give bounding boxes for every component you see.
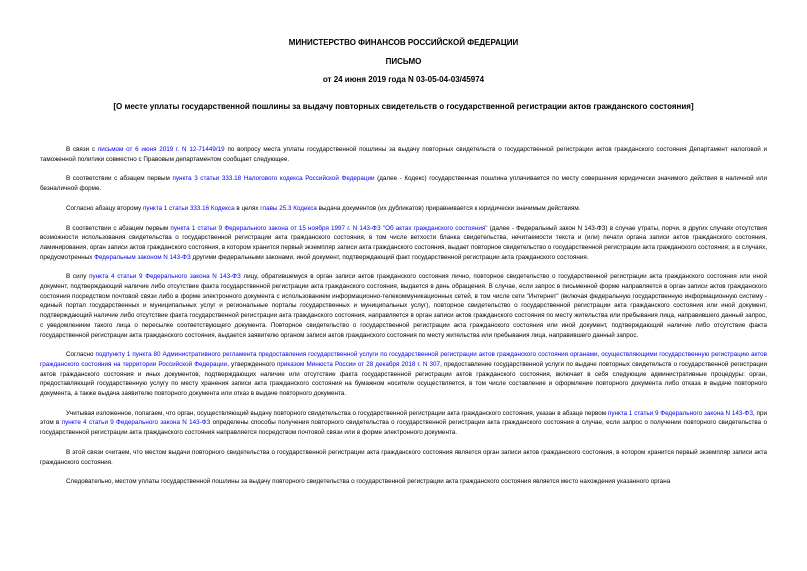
- ministry-name: МИНИСТЕРСТВО ФИНАНСОВ РОССИЙСКОЙ ФЕДЕРАЦИИ: [288, 38, 519, 47]
- paragraph-text: В соответствии с абзацем первым: [66, 224, 171, 232]
- paragraph-text: другими федеральными законами, иной документ, подтверждающий факт государственной регистрации акта гражданского состояния.: [190, 253, 589, 261]
- paragraph-text: (далее - Кодекс) государственная пошлина уплачивается по месту совершения юридически значимого действия в наличной или безналичной форме.: [40, 175, 767, 193]
- document-link[interactable]: пункта 4 статьи 9 Федерального закона N 143-ФЗ: [89, 273, 241, 281]
- body-paragraph: [40, 350, 767, 399]
- body-paragraph: [40, 174, 767, 193]
- document-link[interactable]: пункта 1 статьи 9 Федерального закона от 15 ноября 1997 г. N 143-ФЗ "Об актах гражданского состояния": [170, 224, 488, 232]
- paragraph-text: , утвержденного: [227, 360, 277, 368]
- paragraph-text: В связи с: [66, 146, 98, 153]
- paragraph-text: , при этом в: [40, 409, 767, 427]
- body-paragraph: [40, 409, 767, 438]
- paragraph-text: по вопросу места уплаты государственной пошлины за выдачу повторных свидетельств о государственной регистрации актов гражданского состояния Департамент налоговой и таможенной политики совместно с Правовым департаментом сообщает следующее.: [40, 146, 767, 163]
- document-body: [40, 145, 767, 497]
- paragraph-text: в целях: [234, 204, 261, 212]
- document-subject: [О месте уплаты государственной пошлины за выдачу повторных свидетельств о государственной регистрации актов гражданского состояния]: [113, 102, 694, 111]
- paragraph-text: (далее - Федеральный закон N 143-ФЗ) в случае утраты, порчи, в других случаях отсутствия возможности использования свидетельства о государственной регистрации акта гражданского состояния, в том числе ветхости бланка свидетельства, нечитаемости текста и (или) печати органа записи актов гражданского состояния, ламинирования, орган записи актов гражданского состояния, в котором хранится первый экземпляр записи акта гражданского состояния, выдает повторное свидетельство о государственной регистрации акта гражданского состояния; а в случаях, предусмотренных: [40, 224, 767, 261]
- paragraph-text: Согласно абзацу второму: [66, 204, 143, 212]
- document-date-number: от 24 июня 2019 года N 03-05-04-03/45974: [322, 75, 485, 84]
- paragraph-text: определены способы получения повторного свидетельства о государственной регистрации акта гражданского состояния в случае, если запрос о получении повторного свидетельства о государственной регистрации акта гражданского состояния направляется посредством почтовой связи или в форме электронного документа.: [40, 419, 767, 437]
- document-link[interactable]: пункта 3 статьи 333.18 Налогового кодекса Российской Федерации: [172, 175, 375, 183]
- body-paragraph: [40, 272, 767, 340]
- document-link[interactable]: приказом Минюста России от 28 декабря 2018 г. N 307: [276, 360, 441, 368]
- paragraph-text: В этой связи считаем, что местом выдачи повторного свидетельства о государственной регистрации акта гражданского состояния является орган записи актов гражданского состояния, в котором хранится первый экземпляр записи акта гражданского состояния.: [40, 448, 767, 466]
- paragraph-text: , предоставление государственной услуги по выдаче повторных свидетельств о государственной регистрации актов гражданского состояния и иных документов, подтверждающих наличие или отсутствие факта государственной регистрации актов гражданского состояния, включает в себя следующие административные процедуры: орган, предоставляющий государственную услугу по месту хранения записи акта гражданского состояния на бумажном носителе осуществляется, в том числе составление и оформление повторного документа либо отказа в выдаче повторного документа, а также выдача заявителю повторного документа или отказ в выдаче повторного документа.: [40, 360, 767, 398]
- document-link[interactable]: главы 25.3 Кодекса: [260, 204, 317, 212]
- body-paragraph: [40, 448, 767, 467]
- document-type: ПИСЬМО: [385, 57, 422, 66]
- document-link[interactable]: пункта 1 статьи 333.16 Кодекса: [142, 204, 235, 212]
- body-paragraph: [40, 477, 767, 487]
- body-paragraph: [40, 145, 767, 164]
- body-paragraph: [40, 224, 767, 263]
- paragraph-text: В силу: [66, 273, 90, 281]
- document-link[interactable]: пункте 4 статьи 9 Федерального закона N 143-ФЗ: [61, 419, 211, 427]
- paragraph-text: В соответствии с абзацем первым: [66, 175, 173, 183]
- paragraph-text: Учитывая изложенное, полагаем, что орган, осуществляющий выдачу повторного свидетельства о государственной регистрации акта гражданского состояния, указан в абзаце первом: [66, 409, 608, 417]
- paragraph-text: Следовательно, местом уплаты государственной пошлины за выдачу повторного свидетельства о государственной регистрации акта гражданского состояния является место нахождения указанного органа: [66, 478, 671, 486]
- paragraph-text: Согласно: [66, 351, 96, 359]
- paragraph-text: выдача документов (их дубликатов) приравнивается к юридически значимым действиям.: [316, 204, 581, 212]
- document-link[interactable]: пункта 1 статьи 9 Федерального закона N 143-ФЗ: [607, 409, 754, 417]
- body-paragraph: [40, 204, 767, 214]
- document-link[interactable]: письмом от 6 июня 2019 г. N 12-71449/19: [97, 146, 225, 153]
- document-link[interactable]: Федеральным законом N 143-ФЗ: [94, 253, 191, 261]
- document-link[interactable]: подпункту 1 пункта 80 Административного регламента предоставления государственной услуги по государственной регистрации актов гражданского состояния органами, осуществляющими государственную регистрацию актов гражданского состояния на территории Российской Федерации: [40, 351, 767, 368]
- paragraph-text: лицу, обратившемуся в орган записи актов гражданского состояния лично, повторное свидетельство о государственной регистрации акта гражданского состояния или иной документ, подтверждающий наличие либо отсутствие факта государственной регистрации акта гражданского состояния, выдается в день обращения. В случае, если запрос в письменной форме направляется в орган записи актов гражданского состояния посредством почтовой связи либо в форме электронного документа с использованием информационно-телекоммуникационных сетей, в том числе сети "Интернет" (включая федеральную государственную информационную систему - единый портал государственных и муниципальных услуг и региональные порталы государственных и муниципальных услуг), повторное свидетельство о государственной регистрации акта гражданского состояния или иной документ, подтверждающий наличие либо отсутствие факта государственной регистрации акта гражданского состояния, направляется в орган записи актов гражданского состояния по месту жительства или пребывания лица, направившего данный запрос, с уведомлением такого лица о пересылке соответствующего документа. Повторное свидетельство о государственной регистрации акта гражданского состояния или иной документ, подтверждающий наличие либо отсутствие факта государственной регистрации акта гражданского состояния, выдается заявителю органом записи актов гражданского состояния по месту жительства или пребывания лица, направившего данный запрос.: [40, 273, 767, 339]
